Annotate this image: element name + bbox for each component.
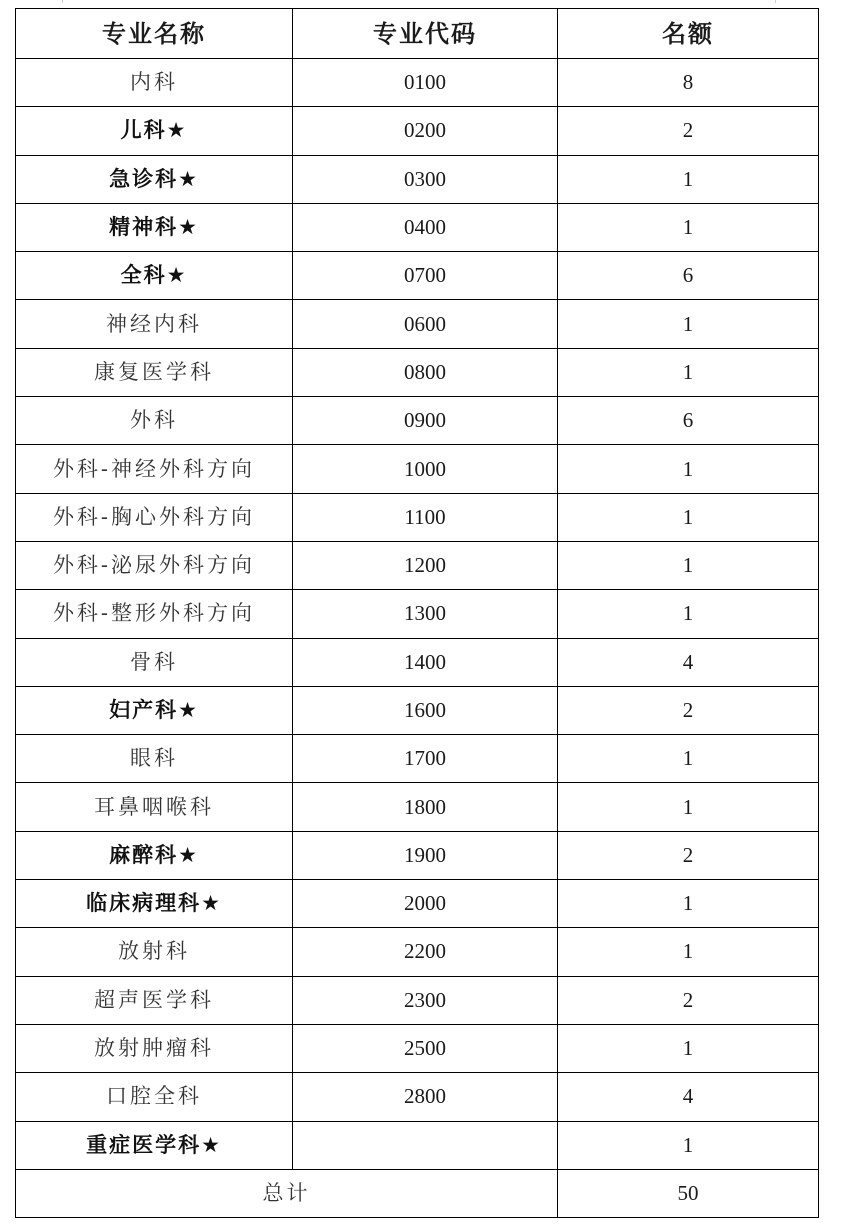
specialty-code (293, 1121, 558, 1169)
quota-count: 1 (558, 880, 819, 928)
specialty-name: 麻醉科★ (16, 831, 293, 879)
specialty-code: 2300 (293, 976, 558, 1024)
quota-count: 6 (558, 252, 819, 300)
table-row (16, 1024, 819, 1072)
specialty-code: 1300 (293, 590, 558, 638)
table-body (16, 59, 819, 1170)
specialty-name: 骨科 (16, 638, 293, 686)
quota-count: 1 (558, 155, 819, 203)
specialty-name: 临床病理科★ (16, 880, 293, 928)
table-row (16, 1121, 819, 1169)
quota-count: 2 (558, 686, 819, 734)
specialty-code: 0700 (293, 252, 558, 300)
specialty-code: 0200 (293, 107, 558, 155)
specialty-name: 外科-泌尿外科方向 (16, 541, 293, 589)
specialty-name: 神经内科 (16, 300, 293, 348)
quota-count: 1 (558, 445, 819, 493)
quota-count: 4 (558, 638, 819, 686)
quota-count: 1 (558, 300, 819, 348)
total-count: 50 (558, 1169, 819, 1217)
specialty-name: 重症医学科★ (16, 1121, 293, 1169)
quota-count: 1 (558, 541, 819, 589)
quota-count: 6 (558, 397, 819, 445)
specialty-name: 外科-胸心外科方向 (16, 493, 293, 541)
total-row (16, 1169, 819, 1217)
page-edge (62, 0, 776, 3)
table-row (16, 59, 819, 107)
table-row (16, 348, 819, 396)
quota-count: 1 (558, 735, 819, 783)
table-row (16, 928, 819, 976)
table-row (16, 541, 819, 589)
specialty-code: 0900 (293, 397, 558, 445)
specialty-code: 2000 (293, 880, 558, 928)
specialty-code: 0800 (293, 348, 558, 396)
table-row (16, 203, 819, 251)
quota-count: 1 (558, 928, 819, 976)
specialty-code: 2800 (293, 1073, 558, 1121)
specialty-code: 1800 (293, 783, 558, 831)
quota-count: 1 (558, 590, 819, 638)
quota-count: 2 (558, 107, 819, 155)
specialty-code: 2500 (293, 1024, 558, 1072)
specialty-name: 妇产科★ (16, 686, 293, 734)
specialty-code: 0400 (293, 203, 558, 251)
table-row (16, 976, 819, 1024)
specialty-name: 口腔全科 (16, 1073, 293, 1121)
specialty-name: 超声医学科 (16, 976, 293, 1024)
specialty-name: 外科-神经外科方向 (16, 445, 293, 493)
specialty-name: 急诊科★ (16, 155, 293, 203)
table-row (16, 445, 819, 493)
specialty-code: 1400 (293, 638, 558, 686)
specialty-name: 精神科★ (16, 203, 293, 251)
quota-count: 1 (558, 1024, 819, 1072)
quota-count: 2 (558, 976, 819, 1024)
total-label: 总计 (16, 1169, 558, 1217)
specialty-code: 1200 (293, 541, 558, 589)
quota-count: 8 (558, 59, 819, 107)
table-row (16, 831, 819, 879)
specialty-code: 1700 (293, 735, 558, 783)
table-row (16, 493, 819, 541)
specialty-code: 1000 (293, 445, 558, 493)
table-row (16, 1073, 819, 1121)
specialty-name: 外科-整形外科方向 (16, 590, 293, 638)
header-name: 专业名称 (16, 9, 293, 59)
table-row (16, 155, 819, 203)
quota-count: 1 (558, 783, 819, 831)
specialty-code: 2200 (293, 928, 558, 976)
specialty-code: 1900 (293, 831, 558, 879)
specialty-name: 康复医学科 (16, 348, 293, 396)
specialty-name: 内科 (16, 59, 293, 107)
specialty-name: 全科★ (16, 252, 293, 300)
table-row (16, 107, 819, 155)
quota-count: 1 (558, 348, 819, 396)
specialty-name: 放射科 (16, 928, 293, 976)
specialty-name: 儿科★ (16, 107, 293, 155)
specialty-code: 0600 (293, 300, 558, 348)
table-row (16, 397, 819, 445)
quota-count: 4 (558, 1073, 819, 1121)
specialty-code: 0100 (293, 59, 558, 107)
specialty-code: 0300 (293, 155, 558, 203)
table-row (16, 300, 819, 348)
header-count: 名额 (558, 9, 819, 59)
specialty-name: 放射肿瘤科 (16, 1024, 293, 1072)
header-row (16, 9, 819, 59)
quota-count: 1 (558, 493, 819, 541)
specialty-code: 1600 (293, 686, 558, 734)
table-row (16, 590, 819, 638)
specialty-name: 眼科 (16, 735, 293, 783)
table-row (16, 252, 819, 300)
quota-table (15, 8, 819, 1218)
specialty-code: 1100 (293, 493, 558, 541)
quota-count: 1 (558, 203, 819, 251)
table-row (16, 686, 819, 734)
table-row (16, 880, 819, 928)
header-code: 专业代码 (293, 9, 558, 59)
table-row (16, 783, 819, 831)
specialty-name: 外科 (16, 397, 293, 445)
table-row (16, 638, 819, 686)
quota-count: 2 (558, 831, 819, 879)
quota-count: 1 (558, 1121, 819, 1169)
specialty-name: 耳鼻咽喉科 (16, 783, 293, 831)
table-row (16, 735, 819, 783)
